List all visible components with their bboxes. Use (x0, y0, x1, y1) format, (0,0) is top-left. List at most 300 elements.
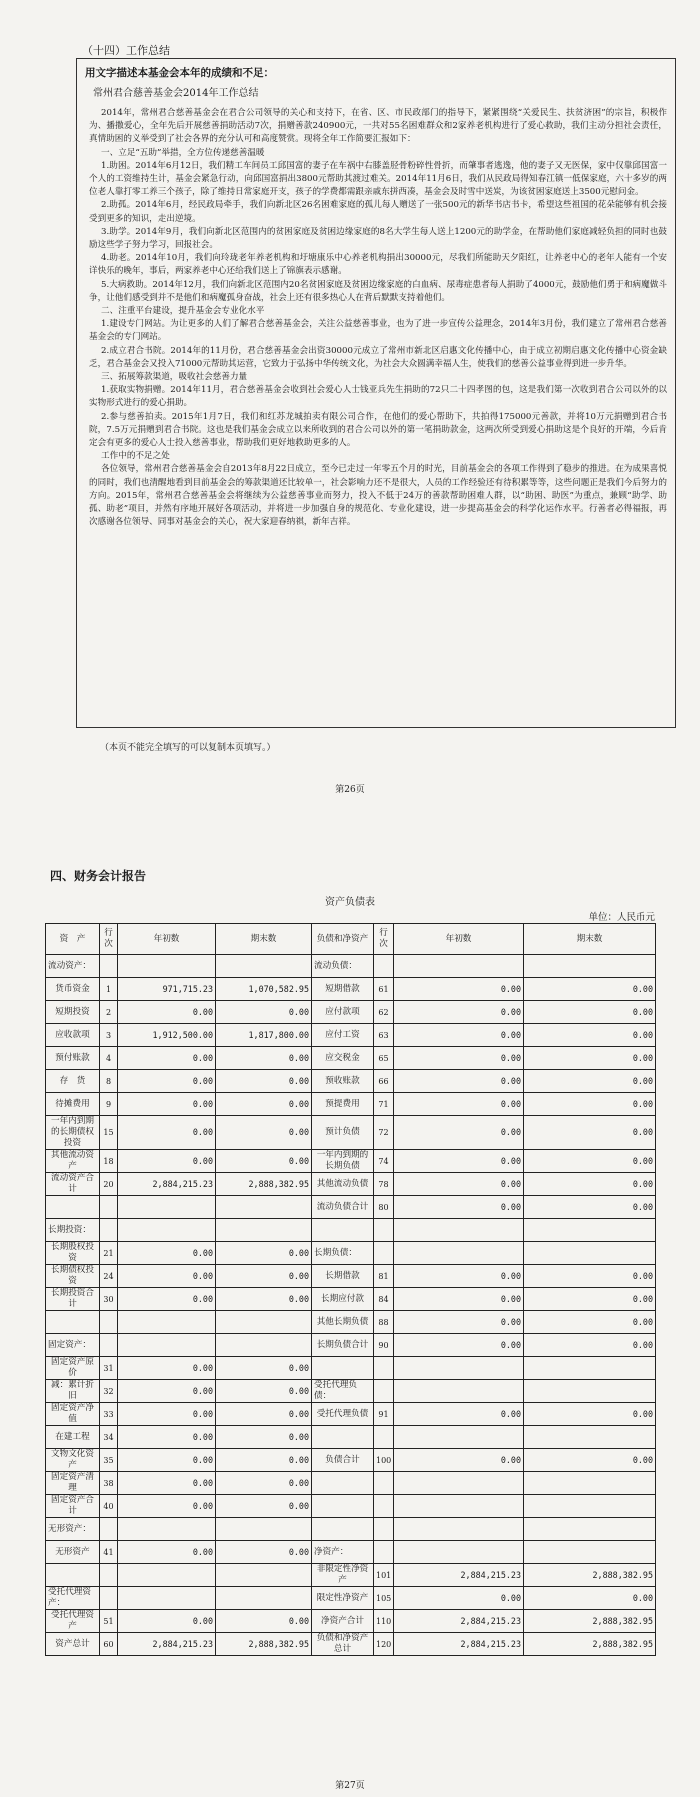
table-row (46, 1610, 656, 1633)
asset-line: 33 (100, 1403, 118, 1426)
liab-end: 0.00 (524, 1093, 656, 1116)
liab-item (312, 1219, 374, 1242)
summary-paragraph: 一、立足“五助”举措，全方位传递慈善温暖 (101, 147, 265, 158)
liab-begin (394, 1472, 524, 1495)
asset-item: 流动资产： (46, 955, 100, 978)
header-end2: 期末数 (524, 924, 656, 955)
asset-begin (118, 1196, 216, 1219)
liab-begin (394, 955, 524, 978)
asset-begin: 0.00 (118, 1265, 216, 1288)
liab-end: 0.00 (524, 1449, 656, 1472)
liab-begin: 0.00 (394, 1150, 524, 1173)
asset-item: 固定资产原价 (46, 1357, 100, 1380)
table-row (46, 1334, 656, 1357)
table-row (46, 1311, 656, 1334)
page-26 (0, 0, 700, 805)
asset-line: 60 (100, 1633, 118, 1656)
asset-item: 流动资产合计 (46, 1173, 100, 1196)
asset-item (46, 1564, 100, 1587)
asset-end (216, 1518, 312, 1541)
asset-begin: 0.00 (118, 1150, 216, 1173)
asset-end (216, 1219, 312, 1242)
liab-end: 0.00 (524, 1001, 656, 1024)
page-27 (0, 805, 700, 1797)
summary-paragraph: 二、注重平台建设，提升基金会专业化水平 (101, 306, 265, 317)
asset-end (216, 1311, 312, 1334)
liab-line: 101 (374, 1564, 394, 1587)
summary-paragraph: 2.参与慈善拍卖。2015年1月7日，我们和红苏龙城拍卖有限公司合作，在他们的爱心帮助下，共拍得175000元善款，并将10万元捐赠到君合书院，7.5万元捐赠到君合书院。这也是我们基金会成立以来所收到的君合公司以外的第一笔捐助款金，这两次所受到爱心捐助这是个良好的开端，今后肯定会有更多的爱心人士投入慈善事业，帮助我们更好地救助更多的人。 (89, 411, 667, 449)
liab-end: 0.00 (524, 1070, 656, 1093)
asset-end: 0.00 (216, 1541, 312, 1564)
liab-begin: 0.00 (394, 1173, 524, 1196)
asset-line: 31 (100, 1357, 118, 1380)
liab-end: 2,888,382.95 (524, 1610, 656, 1633)
asset-item: 固定资产： (46, 1334, 100, 1357)
asset-end: 0.00 (216, 1472, 312, 1495)
asset-line (100, 1219, 118, 1242)
table-row (46, 1587, 656, 1610)
balance-sheet (45, 923, 655, 1656)
asset-begin: 0.00 (118, 1472, 216, 1495)
liab-item: 受托代理负债： (312, 1380, 374, 1403)
liab-begin: 0.00 (394, 1311, 524, 1334)
balance-sheet-table (45, 923, 656, 1656)
asset-end: 1,070,582.95 (216, 978, 312, 1001)
header-begin: 年初数 (118, 924, 216, 955)
asset-item: 货币资金 (46, 978, 100, 1001)
summary-paragraph: 1.助困。2014年6月12日，我们精工车间员工邱国富的妻子在车祸中右膝盖胫骨粉碎性骨折，而肇事者逃逸，他的妻子又无医保，家中仅靠邱国富一个人的工资维持生计，基金会紧急行动，向邱国富捐出3800元帮助其渡过难关。2014年11月6日，我们从民政局得知春江镇一低保家庭，六十多岁的两位老人靠打零工养三个孩子，除了维持日常家庭开支，孩子的学费都需跟亲戚东拼西凑，基金会及时雪中送炭，为该贫困家庭送上3500元慰问金。 (89, 160, 667, 198)
asset-begin: 0.00 (118, 1610, 216, 1633)
liab-line: 72 (374, 1116, 394, 1150)
asset-end: 0.00 (216, 1242, 312, 1265)
liab-end: 0.00 (524, 1196, 656, 1219)
liab-item: 长期应付款 (312, 1288, 374, 1311)
liab-item: 非限定性净资产 (312, 1564, 374, 1587)
page-number: 第27页 (335, 1781, 365, 1791)
asset-item: 一年内到期的长期债权投资 (46, 1116, 100, 1150)
liab-line: 63 (374, 1024, 394, 1047)
liab-line (374, 1472, 394, 1495)
asset-begin: 1,912,500.00 (118, 1024, 216, 1047)
asset-begin: 0.00 (118, 1541, 216, 1564)
asset-end: 0.00 (216, 1403, 312, 1426)
liab-begin: 0.00 (394, 978, 524, 1001)
asset-end: 0.00 (216, 1070, 312, 1093)
table-row (46, 1116, 656, 1150)
asset-begin: 0.00 (118, 1093, 216, 1116)
liab-item (312, 1495, 374, 1518)
header-liab: 负债和净资产 (312, 924, 374, 955)
asset-begin: 0.00 (118, 1288, 216, 1311)
asset-begin: 0.00 (118, 1449, 216, 1472)
liab-line: 91 (374, 1403, 394, 1426)
asset-item: 减：累计折旧 (46, 1380, 100, 1403)
liab-item: 预计负债 (312, 1116, 374, 1150)
liab-item: 受托代理负债 (312, 1403, 374, 1426)
header-asset: 资 产 (46, 924, 100, 955)
asset-line (100, 1196, 118, 1219)
liab-item: 长期负债： (312, 1242, 374, 1265)
section-title-financial-report: 四、财务会计报告 (50, 869, 147, 883)
asset-begin (118, 1311, 216, 1334)
asset-line (100, 1334, 118, 1357)
header-end: 期末数 (216, 924, 312, 955)
asset-line: 34 (100, 1426, 118, 1449)
liab-line: 61 (374, 978, 394, 1001)
liab-begin: 0.00 (394, 1587, 524, 1610)
asset-line (100, 1564, 118, 1587)
asset-end: 0.00 (216, 1380, 312, 1403)
asset-begin: 0.00 (118, 1116, 216, 1150)
summary-paragraph: 3.助学。2014年9月，我们向新北区范围内的贫困家庭及贫困边缘家庭的8名大学生每人送上1200元的助学金，在帮助他们家庭减轻负担的同时也鼓励这些学子努力学习，回报社会。 (89, 226, 667, 251)
liab-line: 71 (374, 1093, 394, 1116)
liab-end (524, 1357, 656, 1380)
asset-begin: 2,884,215.23 (118, 1633, 216, 1656)
asset-item: 预付账款 (46, 1047, 100, 1070)
liab-end: 0.00 (524, 1403, 656, 1426)
table-row (46, 1070, 656, 1093)
footnote: （本页不能完全填写的可以复制本页填写。） (100, 743, 276, 753)
asset-end (216, 1587, 312, 1610)
asset-item: 无形资产 (46, 1541, 100, 1564)
asset-item: 短期投资 (46, 1001, 100, 1024)
asset-item: 长期股权投资 (46, 1242, 100, 1265)
liab-item: 应付工资 (312, 1024, 374, 1047)
asset-begin (118, 1334, 216, 1357)
asset-line: 40 (100, 1495, 118, 1518)
liab-begin (394, 1495, 524, 1518)
asset-line: 4 (100, 1047, 118, 1070)
liab-end: 2,888,382.95 (524, 1564, 656, 1587)
asset-line (100, 1518, 118, 1541)
asset-end (216, 1196, 312, 1219)
liab-end: 0.00 (524, 1265, 656, 1288)
liab-item: 长期负债合计 (312, 1334, 374, 1357)
liab-begin: 0.00 (394, 1196, 524, 1219)
table-row (46, 1518, 656, 1541)
asset-line (100, 955, 118, 978)
liab-line: 74 (374, 1150, 394, 1173)
summary-body (77, 105, 675, 530)
table-row (46, 1219, 656, 1242)
summary-paragraph: 各位领导，常州君合慈善基金会自2013年8月22日成立，至今已走过一年零五个月的时光，目前基金会的各项工作得到了稳步的推进。在为成果喜悦的同时，我们也清醒地看到目前基金会的筹款渠道还比较单一，社会影响力还不是很大，人员的工作经验还有待积累等等，这些问题正是我们今后努力的方向。2015年，常州君合慈善基金会将继续为公益慈善事业而努力，投入不低于24万的善款帮助困难人群，以“助困、助医”为重点，兼顾“助学、助孤、助老”项目，并然有序地开展好各项活动，并将进一步加强自身的规范化、专业化建设，进一步提高基金会的科学化运作水平。行善者必得福报，再次感谢各位领导、同事对基金会的关心，祝大家迎春纳祺，新年吉祥。 (89, 464, 667, 528)
liab-item: 预收账款 (312, 1070, 374, 1093)
table-row (46, 1150, 656, 1173)
liab-begin (394, 1357, 524, 1380)
header-begin2: 年初数 (394, 924, 524, 955)
table-row (46, 1173, 656, 1196)
table-row (46, 1242, 656, 1265)
table-row (46, 1024, 656, 1047)
asset-end (216, 1564, 312, 1587)
asset-end (216, 1334, 312, 1357)
liab-line: 90 (374, 1334, 394, 1357)
liab-begin: 0.00 (394, 1070, 524, 1093)
asset-line (100, 1311, 118, 1334)
liab-line: 84 (374, 1288, 394, 1311)
asset-end: 2,888,382.95 (216, 1633, 312, 1656)
liab-line (374, 1495, 394, 1518)
liab-item: 应付款项 (312, 1001, 374, 1024)
header-line: 行次 (100, 924, 118, 955)
liab-end: 0.00 (524, 1047, 656, 1070)
asset-item: 应收款项 (46, 1024, 100, 1047)
table-row (46, 1380, 656, 1403)
liab-line (374, 1357, 394, 1380)
table-row (46, 1449, 656, 1472)
summary-paragraph: 2.助孤。2014年6月，经民政局牵手，我们向新北区26名困难家庭的孤儿每人赠送了一张500元的新华书店书卡，希望这些祖国的花朵能够有机会接受到更多的知识，走出逆境。 (89, 200, 667, 224)
liab-item: 短期借款 (312, 978, 374, 1001)
asset-begin: 0.00 (118, 1001, 216, 1024)
liab-end: 0.00 (524, 1587, 656, 1610)
liab-item: 净资产： (312, 1541, 374, 1564)
liab-item: 应交税金 (312, 1047, 374, 1070)
asset-item: 固定资产净值 (46, 1403, 100, 1426)
summary-box (76, 58, 676, 728)
liab-line: 81 (374, 1265, 394, 1288)
asset-line: 38 (100, 1472, 118, 1495)
liab-begin: 0.00 (394, 1093, 524, 1116)
asset-end: 0.00 (216, 1047, 312, 1070)
asset-begin: 0.00 (118, 1047, 216, 1070)
asset-end: 0.00 (216, 1357, 312, 1380)
asset-item: 固定资产合计 (46, 1495, 100, 1518)
asset-begin: 0.00 (118, 1380, 216, 1403)
asset-line: 2 (100, 1001, 118, 1024)
liab-item (312, 1518, 374, 1541)
liab-begin: 0.00 (394, 1001, 524, 1024)
liab-item: 负债和净资产总计 (312, 1633, 374, 1656)
asset-line: 9 (100, 1093, 118, 1116)
liab-item: 限定性净资产 (312, 1587, 374, 1610)
table-row (46, 1196, 656, 1219)
asset-item: 在建工程 (46, 1426, 100, 1449)
asset-begin (118, 1219, 216, 1242)
page-number: 第26页 (335, 785, 365, 795)
liab-line: 105 (374, 1587, 394, 1610)
liab-begin (394, 1426, 524, 1449)
liab-begin: 0.00 (394, 1288, 524, 1311)
asset-item: 长期投资合计 (46, 1288, 100, 1311)
asset-end: 0.00 (216, 1150, 312, 1173)
table-title: 资产负债表 (325, 897, 375, 908)
summary-paragraph: 三、拓展筹款渠道，吸收社会慈善力量 (101, 372, 248, 383)
table-row (46, 1403, 656, 1426)
liab-item: 一年内到期的长期负债 (312, 1150, 374, 1173)
table-row (46, 955, 656, 978)
asset-item (46, 1196, 100, 1219)
box-subtitle: 常州君合慈善基金会2014年工作总结 (93, 88, 259, 99)
liab-line (374, 1242, 394, 1265)
asset-item: 长期投资： (46, 1219, 100, 1242)
asset-item: 无形资产： (46, 1518, 100, 1541)
asset-begin: 0.00 (118, 1357, 216, 1380)
asset-end (216, 955, 312, 978)
table-row (46, 1426, 656, 1449)
liab-end: 0.00 (524, 1334, 656, 1357)
asset-line: 21 (100, 1242, 118, 1265)
asset-item: 存 货 (46, 1070, 100, 1093)
liab-end: 0.00 (524, 1150, 656, 1173)
liab-end: 0.00 (524, 1173, 656, 1196)
header-line2: 行次 (374, 924, 394, 955)
liab-begin (394, 1518, 524, 1541)
liab-line (374, 1518, 394, 1541)
liab-begin: 0.00 (394, 1265, 524, 1288)
liab-begin: 2,884,215.23 (394, 1633, 524, 1656)
liab-end (524, 1219, 656, 1242)
table-row (46, 1541, 656, 1564)
liab-line: 66 (374, 1070, 394, 1093)
summary-paragraph: 2.成立君合书院。2014年的11月份，君合慈善基金会出资30000元成立了常州市新北区启惠文化传播中心，由于成立初期启惠文化传播中心资金缺乏，君合基金会又投入71000元帮助其运营，它致力于弘扬中华传统文化，为社会大众圆满幸福人生，使我们的慈善公益事业得到进一步升华。 (89, 345, 667, 369)
liab-begin (394, 1242, 524, 1265)
liab-end: 2,888,382.95 (524, 1633, 656, 1656)
asset-begin: 0.00 (118, 1495, 216, 1518)
liab-begin (394, 1219, 524, 1242)
asset-begin (118, 1518, 216, 1541)
asset-line: 8 (100, 1070, 118, 1093)
asset-end: 0.00 (216, 1288, 312, 1311)
liab-end: 0.00 (524, 1024, 656, 1047)
asset-begin (118, 1564, 216, 1587)
liab-item: 预提费用 (312, 1093, 374, 1116)
asset-end: 0.00 (216, 1426, 312, 1449)
liab-line: 62 (374, 1001, 394, 1024)
liab-end: 0.00 (524, 1311, 656, 1334)
asset-end: 0.00 (216, 1449, 312, 1472)
asset-line: 30 (100, 1288, 118, 1311)
asset-item: 受托代理资产： (46, 1587, 100, 1610)
asset-item: 文物文化资产 (46, 1449, 100, 1472)
table-row (46, 1093, 656, 1116)
box-title: 用文字描述本基金会本年的成绩和不足： (85, 67, 274, 79)
currency-unit: 单位：人民币元 (588, 912, 655, 923)
asset-item: 固定资产清理 (46, 1472, 100, 1495)
asset-begin (118, 1587, 216, 1610)
asset-item: 待摊费用 (46, 1093, 100, 1116)
liab-line (374, 1541, 394, 1564)
asset-line (100, 1587, 118, 1610)
liab-item (312, 1472, 374, 1495)
summary-paragraph: 5.大病救助。2014年12月，我们向新北区范围内20名贫困家庭及贫困边缘家庭的白血病、尿毒症患者每人捐助了4000元，鼓励他们勇于和病魔做斗争，让他们感受到并不是他们和病魔孤身奋战，社会上还有很多热心人在背后默默支持着他们。 (89, 279, 667, 303)
liab-end: 0.00 (524, 978, 656, 1001)
table-row (46, 1633, 656, 1656)
liab-end (524, 1518, 656, 1541)
liab-end (524, 1495, 656, 1518)
asset-line: 3 (100, 1024, 118, 1047)
liab-begin (394, 1541, 524, 1564)
liab-begin: 0.00 (394, 1116, 524, 1150)
liab-item: 净资产合计 (312, 1610, 374, 1633)
asset-item: 其他流动资产 (46, 1150, 100, 1173)
asset-item (46, 1311, 100, 1334)
liab-line: 65 (374, 1047, 394, 1070)
liab-begin: 2,884,215.23 (394, 1564, 524, 1587)
liab-item (312, 1357, 374, 1380)
table-row (46, 1001, 656, 1024)
liab-end (524, 955, 656, 978)
asset-line: 41 (100, 1541, 118, 1564)
table-row (46, 1288, 656, 1311)
liab-end (524, 1541, 656, 1564)
table-row (46, 1495, 656, 1518)
liab-end (524, 1380, 656, 1403)
liab-begin: 0.00 (394, 1024, 524, 1047)
asset-line: 1 (100, 978, 118, 1001)
asset-line: 18 (100, 1150, 118, 1173)
asset-item: 长期债权投资 (46, 1265, 100, 1288)
table-row (46, 1564, 656, 1587)
summary-paragraph: 4.助老。2014年10月，我们向玲珑老年养老机构和圩塘康乐中心养老机构捐出30000元，尽我们所能助天夕阳红，让养老中心的老年人能有一个安详快乐的晚年，事后，两家养老中心还给我们送上了锦旗表示感谢。 (89, 253, 667, 277)
liab-line: 78 (374, 1173, 394, 1196)
asset-line: 32 (100, 1380, 118, 1403)
liab-line: 120 (374, 1633, 394, 1656)
liab-item: 长期借款 (312, 1265, 374, 1288)
asset-item: 受托代理资产 (46, 1610, 100, 1633)
liab-line (374, 1380, 394, 1403)
liab-begin: 2,884,215.23 (394, 1610, 524, 1633)
liab-line (374, 955, 394, 978)
asset-begin: 0.00 (118, 1070, 216, 1093)
summary-paragraph: 1.获取实物捐赠。2014年11月，君合慈善基金会收到社会爱心人士钱亚兵先生捐助的72只二十四孝图的包，这是我们第一次收到君合公司以外的以实物形式进行的爱心捐助。 (89, 385, 667, 409)
liab-item (312, 1426, 374, 1449)
asset-end: 0.00 (216, 1001, 312, 1024)
asset-begin: 0.00 (118, 1403, 216, 1426)
liab-item: 负债合计 (312, 1449, 374, 1472)
asset-begin: 971,715.23 (118, 978, 216, 1001)
asset-end: 0.00 (216, 1495, 312, 1518)
liab-begin (394, 1380, 524, 1403)
asset-line: 24 (100, 1265, 118, 1288)
liab-end: 0.00 (524, 1288, 656, 1311)
section-title-work-summary: （十四）工作总结 (82, 44, 170, 57)
table-row (46, 1047, 656, 1070)
summary-paragraph: 工作中的不足之处 (101, 451, 170, 462)
liab-line: 110 (374, 1610, 394, 1633)
liab-line: 88 (374, 1311, 394, 1334)
asset-begin (118, 955, 216, 978)
asset-begin: 0.00 (118, 1426, 216, 1449)
liab-line: 80 (374, 1196, 394, 1219)
liab-item: 其他长期负债 (312, 1311, 374, 1334)
table-row (46, 978, 656, 1001)
asset-begin: 0.00 (118, 1242, 216, 1265)
asset-line: 35 (100, 1449, 118, 1472)
liab-item: 流动负债： (312, 955, 374, 978)
table-row (46, 1472, 656, 1495)
asset-item: 资产总计 (46, 1633, 100, 1656)
liab-begin: 0.00 (394, 1047, 524, 1070)
summary-paragraph: 1.建设专门网站。为让更多的人们了解君合慈善基金会，关注公益慈善事业，也为了进一步宣传公益理念，2014年3月份，我们建立了常州君合慈善基金会的专门网站。 (89, 319, 667, 343)
liab-end (524, 1242, 656, 1265)
asset-end: 0.00 (216, 1265, 312, 1288)
summary-paragraph: 2014年，常州君合慈善基金会在君合公司领导的关心和支持下，在省、区、市民政部门的指导下，紧紧围绕“关爱民生、扶贫济困”的宗旨，积极作为、播撒爱心，全年先后开展慈善捐助活动7次，捐赠善款240900元，一共对55名困难群众和2家养老机构进行了爱心救助，我们主动分担社会责任，真情助困的义举受到了社会各界的充分认可和高度赞赏。现将全年工作简要汇报如下： (89, 108, 667, 145)
liab-line (374, 1426, 394, 1449)
liab-end: 0.00 (524, 1116, 656, 1150)
liab-end (524, 1426, 656, 1449)
liab-line (374, 1219, 394, 1242)
asset-begin: 2,884,215.23 (118, 1173, 216, 1196)
asset-end: 1,817,800.00 (216, 1024, 312, 1047)
asset-end: 2,888,382.95 (216, 1173, 312, 1196)
asset-end: 0.00 (216, 1610, 312, 1633)
asset-line: 51 (100, 1610, 118, 1633)
liab-begin: 0.00 (394, 1334, 524, 1357)
table-header-row (46, 924, 656, 955)
table-row (46, 1265, 656, 1288)
asset-line: 20 (100, 1173, 118, 1196)
asset-line: 15 (100, 1116, 118, 1150)
